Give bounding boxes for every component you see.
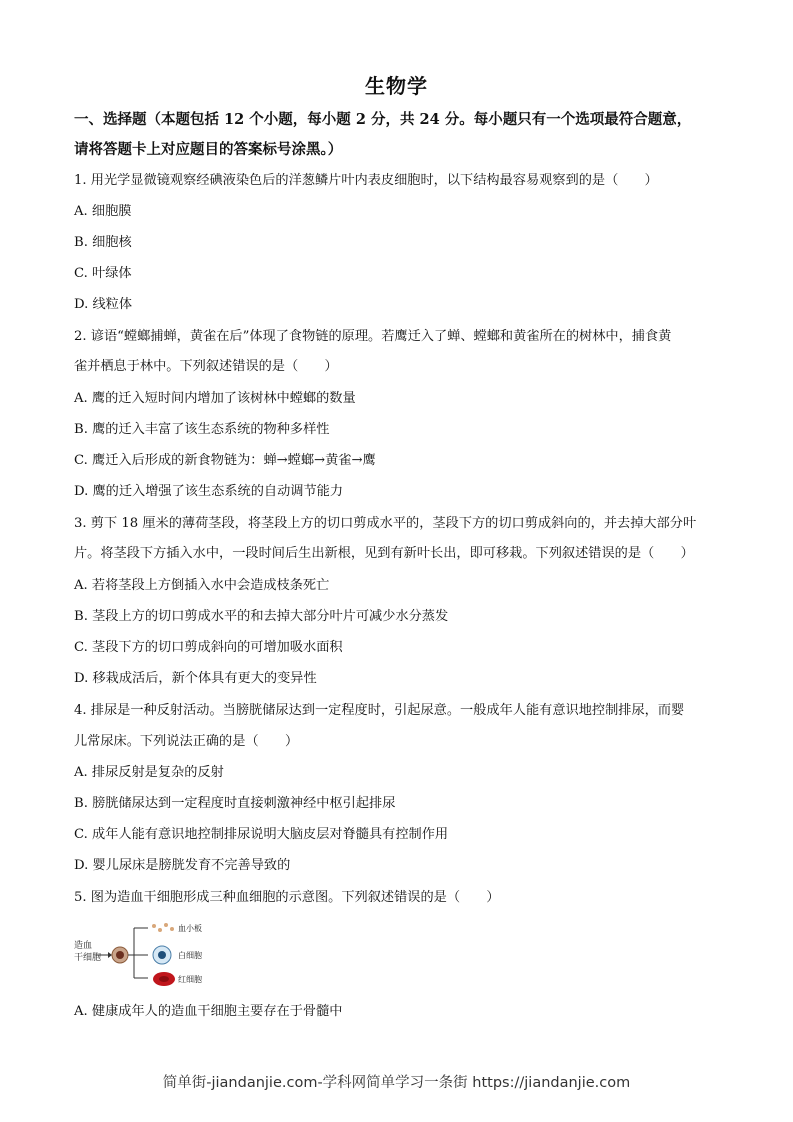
question-2-stem-line-2: 雀并栖息于林中。下列叙述错误的是（ ） bbox=[74, 359, 338, 374]
question-1-option-a: A. 细胞膜 bbox=[74, 204, 132, 219]
question-2-option-a: A. 鹰的迁入短时间内增加了该树林中螳螂的数量 bbox=[74, 391, 356, 406]
platelet-icon bbox=[164, 923, 168, 927]
question-4-option-a: A. 排尿反射是复杂的反射 bbox=[74, 765, 224, 780]
stem-cell-nucleus-icon bbox=[116, 951, 124, 959]
white-blood-cell-nucleus-icon bbox=[158, 951, 166, 959]
blood-cell-diagram-svg bbox=[74, 918, 224, 994]
section-heading-line-1: 一、选择题（本题包括 12 个小题，每小题 2 分，共 24 分。每小题只有一个选项最符合题意， bbox=[74, 111, 692, 128]
question-4-option-b: B. 膀胱储尿达到一定程度时直接刺激神经中枢引起排尿 bbox=[74, 796, 396, 811]
question-5-option-a: A. 健康成年人的造血干细胞主要存在于骨髓中 bbox=[74, 1004, 343, 1019]
question-4-stem-line-2: 儿常尿床。下列说法正确的是（ ） bbox=[74, 734, 299, 749]
diagram-arrow-head bbox=[108, 952, 112, 958]
question-1-option-b: B. 细胞核 bbox=[74, 235, 132, 250]
question-5-stem: 5. 图为造血干细胞形成三种血细胞的示意图。下列叙述错误的是（ ） bbox=[74, 890, 500, 905]
platelet-icon bbox=[152, 924, 156, 928]
question-3-stem-line-2: 片。将茎段下方插入水中，一段时间后生出新根，见到有新叶长出，即可移栽。下列叙述错误的是（ ） bbox=[74, 546, 694, 561]
question-3-stem-line-1: 3. 剪下 18 厘米的薄荷茎段，将茎段上方的切口剪成水平的，茎段下方的切口剪成斜向的，并去掉大部分叶 bbox=[74, 516, 697, 531]
question-2-option-c: C. 鹰迁入后形成的新食物链为：蝉→螳螂→黄雀→鹰 bbox=[74, 453, 376, 468]
platelet-icon bbox=[158, 928, 162, 932]
question-1-option-c: C. 叶绿体 bbox=[74, 266, 132, 281]
red-blood-cell-center-icon bbox=[159, 976, 169, 982]
section-heading-line-2: 请将答题卡上对应题目的答案标号涂黑。） bbox=[74, 141, 343, 158]
question-4-option-c: C. 成年人能有意识地控制排尿说明大脑皮层对脊髓具有控制作用 bbox=[74, 827, 449, 842]
question-1-option-d: D. 线粒体 bbox=[74, 297, 133, 312]
blood-cell-diagram bbox=[74, 918, 224, 994]
diagram-label-white-cell: 白细胞 bbox=[178, 951, 202, 960]
diagram-source-label-1: 造血 bbox=[74, 941, 93, 951]
platelet-icon bbox=[170, 927, 174, 931]
page-footer: 简单街-jiandanjie.com-学科网简单学习一条街 https://jiandanjie.com bbox=[162, 1075, 631, 1091]
question-4-stem-line-1: 4. 排尿是一种反射活动。当膀胱储尿达到一定程度时，引起尿意。一般成年人能有意识地控制排尿，而婴 bbox=[74, 703, 685, 718]
question-1-stem: 1. 用光学显微镜观察经碘液染色后的洋葱鳞片叶内表皮细胞时，以下结构最容易观察到的是（ ） bbox=[74, 173, 658, 188]
question-3-option-b: B. 茎段上方的切口剪成水平的和去掉大部分叶片可减少水分蒸发 bbox=[74, 609, 449, 624]
question-2-option-d: D. 鹰的迁入增强了该生态系统的自动调节能力 bbox=[74, 484, 344, 499]
page-title: 生物学 bbox=[365, 74, 428, 98]
question-4-option-d: D. 婴儿尿床是膀胱发育不完善导致的 bbox=[74, 858, 291, 873]
question-3-option-c: C. 茎段下方的切口剪成斜向的可增加吸水面积 bbox=[74, 640, 343, 655]
diagram-label-red-cell: 红细胞 bbox=[178, 975, 202, 984]
question-2-option-b: B. 鹰的迁入丰富了该生态系统的物种多样性 bbox=[74, 422, 330, 437]
diagram-label-platelet: 血小板 bbox=[178, 924, 202, 933]
diagram-source-label-2: 干细胞 bbox=[74, 953, 102, 963]
question-3-option-a: A. 若将茎段上方倒插入水中会造成枝条死亡 bbox=[74, 578, 330, 593]
question-3-option-d: D. 移栽成活后，新个体具有更大的变异性 bbox=[74, 671, 317, 686]
question-2-stem-line-1: 2. 谚语“螳螂捕蝉，黄雀在后”体现了食物链的原理。若鹰迁入了蝉、螳螂和黄雀所在的树林中，捕食黄 bbox=[74, 329, 672, 344]
